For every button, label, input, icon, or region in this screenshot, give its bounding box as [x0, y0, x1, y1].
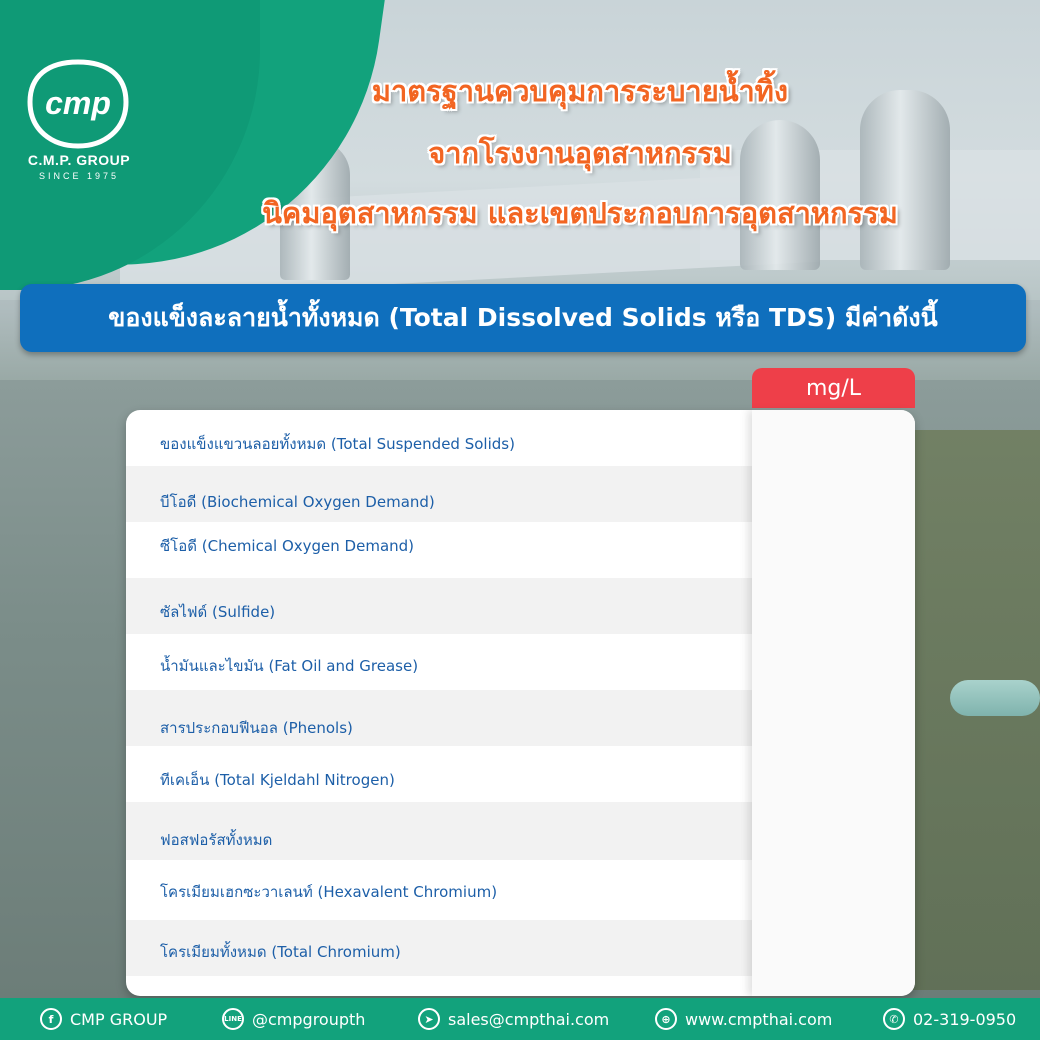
line-icon: LINE	[222, 1008, 244, 1030]
parameter-name: ฟอสฟอรัสทั้งหมด	[160, 831, 273, 849]
logo-text: cmp	[45, 85, 111, 121]
unit-header: mg/L	[752, 368, 915, 408]
parameter-name: โครเมียมทั้งหมด (Total Chromium)	[160, 943, 401, 961]
website-link[interactable]	[655, 1008, 832, 1030]
group-name: C.M.P. GROUP	[27, 152, 131, 168]
brand-block	[24, 152, 134, 181]
parameter-name: ของแข็งแขวนลอยทั้งหมด (Total Suspended Solids)	[160, 435, 515, 453]
line-label: @cmpgroupth	[252, 1009, 366, 1029]
parameter-name: บีโอดี (Biochemical Oxygen Demand)	[160, 493, 435, 511]
telegram-icon: ➤	[418, 1008, 440, 1030]
facebook-icon: f	[40, 1008, 62, 1030]
parameter-name: น้ำมันและไขมัน (Fat Oil and Grease)	[160, 657, 419, 675]
value-column-shade	[752, 410, 915, 996]
email-label: sales@cmpthai.com	[448, 1009, 610, 1029]
title-line-3: นิคมอุตสาหกรรม และเขตประกอบการอุตสาหกรรม	[262, 196, 898, 230]
silo	[860, 90, 950, 270]
website-label: www.cmpthai.com	[685, 1009, 833, 1029]
parameter-name: ซีโอดี (Chemical Oxygen Demand)	[160, 537, 415, 555]
phone-link[interactable]	[883, 1008, 1016, 1030]
parameter-name: โครเมียมเฮกซะวาเลนท์ (Hexavalent Chromium)	[160, 883, 498, 901]
parameter-name: สารประกอบฟีนอล (Phenols)	[160, 719, 353, 737]
facebook-link[interactable]	[40, 1008, 167, 1030]
parameter-name: ทีเคเอ็น (Total Kjeldahl Nitrogen)	[160, 771, 395, 789]
phone-icon: ✆	[883, 1008, 905, 1030]
standards-table	[126, 410, 915, 996]
title-line-2: จากโรงงานอุตสาหกรรม	[428, 136, 732, 170]
email-link[interactable]	[418, 1008, 609, 1030]
globe-icon: ⊕	[655, 1008, 677, 1030]
tds-banner: ของแข็งละลายน้ำทั้งหมด (Total Dissolved Solids หรือ TDS) มีค่าดังนี้	[20, 284, 1026, 352]
cmp-logo	[26, 58, 130, 150]
title-line-1: มาตรฐานควบคุมการระบายน้ำทิ้ง	[371, 74, 789, 108]
since-label: SINCE 1975	[38, 171, 120, 181]
footer-bar	[0, 998, 1040, 1040]
parameter-name: ซัลไฟด์ (Sulfide)	[160, 603, 276, 621]
phone-label: 02-319-0950	[913, 1009, 1017, 1029]
facebook-label: CMP GROUP	[70, 1009, 168, 1029]
drain-pipe	[950, 680, 1040, 716]
line-link[interactable]	[222, 1008, 365, 1030]
